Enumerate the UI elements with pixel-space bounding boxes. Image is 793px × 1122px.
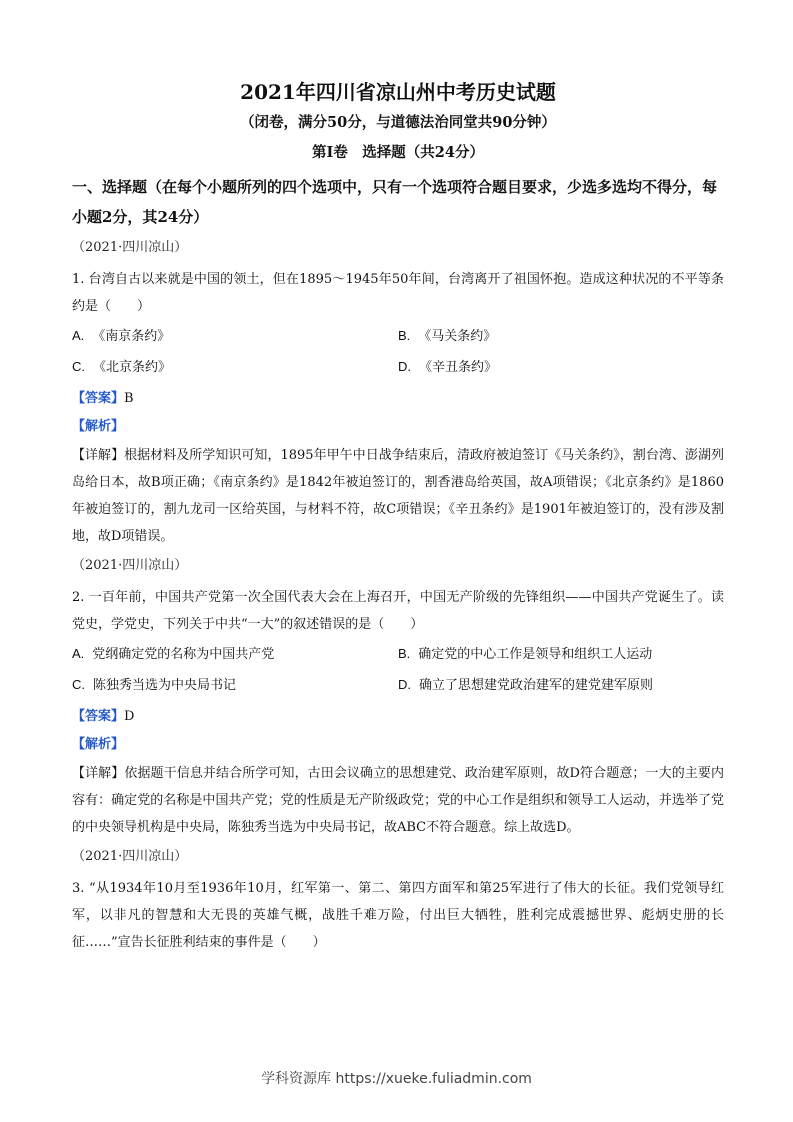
answer-line	[72, 704, 724, 730]
analysis-line	[72, 414, 724, 440]
option-text: 党纲确定党的名称为中国共产党	[92, 647, 275, 662]
question-stem: 2. 一百年前，中国共产党第一次全国代表大会在上海召开，中国无产阶级的先锋组织——中国共产党诞生了。读党史，学党史，下列关于中共“一大”的叙述错误的是（ ）	[72, 590, 724, 632]
question-source: （2021·四川凉山）	[72, 849, 188, 864]
exam-subtitle: （闭卷，满分50分，与道德法治同堂共90分钟）	[240, 114, 556, 131]
part-title: 第Ⅰ卷 选择题（共24分）	[312, 144, 484, 161]
analysis-tag: 【解析】	[72, 737, 125, 752]
answer-line	[72, 386, 724, 412]
option-text: 《南京条约》	[92, 329, 171, 344]
option-list	[72, 324, 724, 380]
option-d	[398, 355, 724, 380]
document-page	[72, 78, 724, 960]
option-letter: B.	[398, 328, 411, 343]
section-title: 一、选择题（在每个小题所列的四个选项中，只有一个选项符合题目要求，少选多选均不得分，每小题2分，其24分）	[72, 178, 718, 226]
option-c	[72, 673, 398, 698]
option-b	[398, 642, 724, 667]
option-a	[72, 642, 398, 667]
detail-paragraph	[72, 442, 724, 550]
detail-text: 根据材料及所学知识可知，1895年甲午中日战争结束后，清政府被迫签订《马关条约》，割台湾、澎湖列岛给日本，故B项正确；《南京条约》是1842年被迫签订的，割香港岛给英国，故A项错误；《北京条约》是1860年被迫签订的，割九龙司一区给英国，与材料不符，故C项错误；《辛丑条约》是1901年被迫签订的，没有涉及割地，故D项错误。	[72, 448, 724, 544]
option-text: 《马关条约》	[418, 329, 497, 344]
exam-title: 2021年四川省凉山州中考历史试题	[240, 80, 556, 104]
option-letter: D.	[398, 677, 411, 692]
option-letter: C.	[72, 677, 85, 692]
detail-tag: 【详解】	[72, 448, 125, 463]
question-stem: 3. “从1934年10月至1936年10月，红军第一、第二、第四方面军和第25军进行了伟大的长征。我们党领导红军，以非凡的智慧和大无畏的英雄气概，战胜千难万险，付出巨大牺牲，胜利完成震撼世界、彪炳史册的长征……”宣告长征胜利结束的事件是（ ）	[72, 881, 724, 950]
option-letter: C.	[72, 359, 85, 374]
answer-value: D	[124, 709, 135, 724]
option-text: 确定党的中心工作是领导和组织工人运动	[418, 647, 653, 662]
option-text: 陈独秀当选为中央局书记	[93, 678, 237, 693]
option-letter: D.	[398, 359, 411, 374]
option-list	[72, 642, 724, 698]
option-d	[398, 673, 724, 698]
option-letter: B.	[398, 646, 411, 661]
footer-watermark: 学科资源库 https://xueke.fuliadmin.com	[261, 1071, 532, 1087]
option-letter: A.	[72, 328, 85, 343]
option-letter: A.	[72, 646, 85, 661]
answer-value: B	[124, 391, 134, 406]
question-stem: 1. 台湾自古以来就是中国的领土，但在1895～1945年50年间，台湾离开了祖国怀抱。造成这种状况的不平等条约是（ ）	[72, 272, 724, 314]
question-source: （2021·四川凉山）	[72, 240, 188, 255]
question-source: （2021·四川凉山）	[72, 558, 188, 573]
detail-tag: 【详解】	[72, 766, 125, 781]
option-b	[398, 324, 724, 349]
option-text: 《北京条约》	[93, 360, 172, 375]
detail-text: 依据题干信息并结合所学可知，古田会议确立的思想建党、政治建军原则，故D符合题意；一大的主要内容有：确定党的名称是中国共产党；党的性质是无产阶级政党；党的中心工作是组织和领导工人运动，并选举了党的中央领导机构是中央局，陈独秀当选为中央局书记，故ABC不符合题意。综上故选D。	[72, 766, 724, 835]
option-c	[72, 355, 398, 380]
answer-tag: 【答案】	[72, 391, 125, 406]
analysis-line	[72, 732, 724, 758]
option-text: 确立了思想建党政治建军的建党建军原则	[419, 678, 654, 693]
question-3	[72, 847, 724, 956]
analysis-tag: 【解析】	[72, 419, 125, 434]
question-2	[72, 556, 724, 841]
option-text: 《辛丑条约》	[419, 360, 498, 375]
answer-tag: 【答案】	[72, 709, 125, 724]
detail-paragraph	[72, 760, 724, 841]
question-1	[72, 238, 724, 550]
option-a	[72, 324, 398, 349]
